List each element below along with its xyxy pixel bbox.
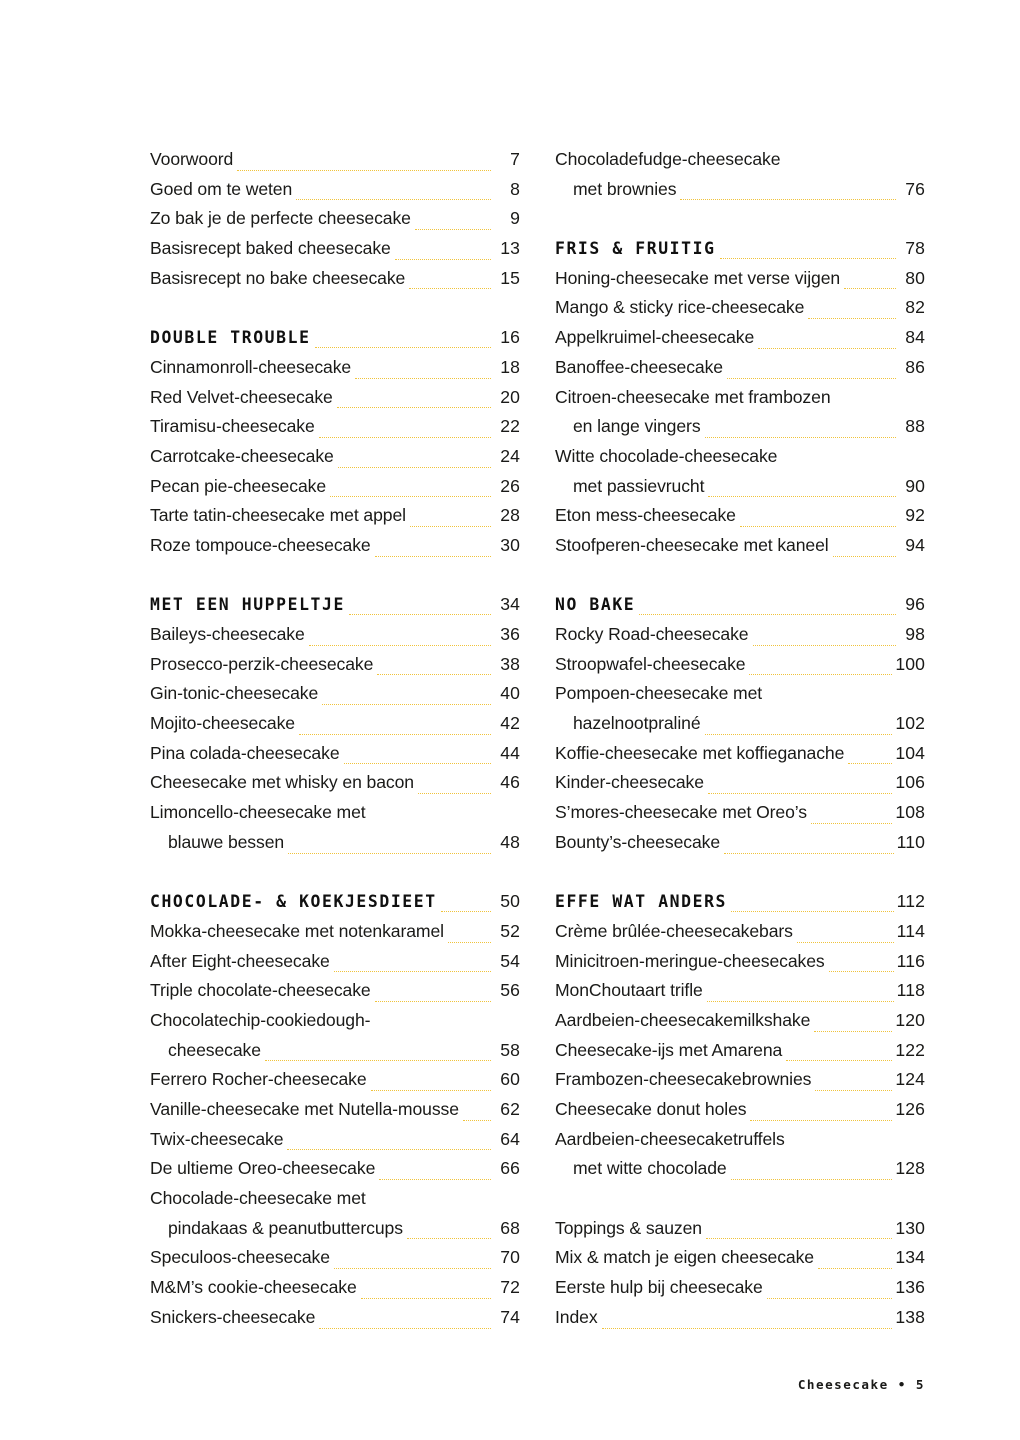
dotted-leader: [319, 422, 491, 438]
toc-page-number: 42: [500, 713, 520, 734]
dotted-leader: [296, 184, 491, 200]
dotted-leader: [361, 1283, 491, 1299]
toc-page-number: 46: [500, 772, 520, 793]
toc-entry-line1[interactable]: [150, 1006, 520, 1036]
dotted-leader: [749, 659, 892, 675]
toc-page-number: 114: [896, 920, 925, 941]
dotted-leader: [786, 1045, 892, 1061]
toc-page-number: 88: [905, 416, 925, 437]
toc-page-number: 78: [905, 238, 925, 259]
toc-entry[interactable]: [150, 1303, 520, 1333]
toc-entry-title: Red Velvet-cheesecake: [150, 386, 333, 407]
toc-entry-line2[interactable]: [150, 828, 520, 858]
toc-entry-line1[interactable]: [555, 442, 925, 472]
toc-entry[interactable]: [150, 234, 520, 264]
toc-entry-title: Frambozen-cheesecakebrownies: [555, 1069, 812, 1090]
toc-page-number: 84: [905, 327, 925, 348]
dotted-leader: [815, 1075, 892, 1091]
toc-entry[interactable]: [150, 679, 520, 709]
dotted-leader: [448, 927, 491, 943]
toc-entry-title: Zo bak je de perfecte cheesecake: [150, 208, 411, 229]
toc-entry-title: pindakaas & peanutbuttercups: [168, 1217, 403, 1238]
toc-page-number: 52: [500, 920, 520, 941]
toc-section-heading[interactable]: [555, 590, 925, 620]
toc-entry-title: Gin-tonic-cheesecake: [150, 683, 319, 704]
toc-entry[interactable]: [555, 1065, 925, 1095]
toc-entry-line2[interactable]: [555, 175, 925, 205]
toc-page-number: 60: [500, 1069, 520, 1090]
toc-page-number: 40: [500, 683, 520, 704]
toc-entry[interactable]: [150, 531, 520, 561]
toc-entry-title: Pompoen-cheesecake met: [555, 683, 763, 704]
toc-section-heading[interactable]: [150, 323, 520, 353]
toc-entry[interactable]: [555, 531, 925, 561]
dotted-leader: [337, 392, 491, 408]
dotted-leader: [753, 630, 897, 646]
toc-entry-title: Limoncello-cheesecake met: [150, 802, 366, 823]
toc-entry-title: M&M’s cookie-cheesecake: [150, 1277, 357, 1298]
toc-page-number: 30: [500, 534, 520, 555]
toc-entry[interactable]: [150, 1273, 520, 1303]
toc-entry-title: Prosecco-perzik-cheesecake: [150, 653, 374, 674]
dotted-leader: [407, 1223, 491, 1239]
dotted-leader: [724, 838, 894, 854]
toc-entry[interactable]: [150, 709, 520, 739]
toc-page-number: 44: [500, 742, 520, 763]
toc-entry[interactable]: [150, 768, 520, 798]
toc-entry-title: Appelkruimel-cheesecake: [555, 327, 755, 348]
dotted-leader: [319, 1313, 491, 1329]
toc-entry-title: Goed om te weten: [150, 178, 293, 199]
toc-entry-title: Basisrecept no bake cheesecake: [150, 267, 406, 288]
toc-page-number: 90: [905, 475, 925, 496]
toc-page-number: 58: [500, 1039, 520, 1060]
toc-entry[interactable]: [555, 501, 925, 531]
toc-entry[interactable]: [555, 620, 925, 650]
toc-entry-title: en lange vingers: [573, 416, 701, 437]
toc-entry-title: Cheesecake met whisky en bacon: [150, 772, 414, 793]
toc-page-number: 86: [905, 356, 925, 377]
dotted-leader: [349, 599, 491, 615]
toc-entry-line1[interactable]: [555, 383, 925, 413]
dotted-leader: [371, 1075, 491, 1091]
toc-entry[interactable]: [150, 620, 520, 650]
toc-entry[interactable]: [555, 353, 925, 383]
toc-entry-title: CHOCOLADE- & KOEKJESDIEET: [150, 892, 437, 912]
toc-page-number: 7: [510, 149, 520, 169]
dotted-leader: [797, 927, 894, 943]
toc-entry-line2[interactable]: [555, 472, 925, 502]
toc-entry-title: Ferrero Rocher-cheesecake: [150, 1069, 367, 1090]
dotted-leader: [808, 303, 896, 319]
toc-page-number: 118: [896, 980, 925, 1001]
toc-page-number: 138: [895, 1306, 925, 1327]
toc-page-number: 72: [500, 1277, 520, 1298]
dotted-leader: [355, 363, 491, 379]
toc-page-number: 24: [500, 445, 520, 466]
toc-page-number: 136: [895, 1277, 925, 1298]
toc-entry-title: Snickers-cheesecake: [150, 1306, 316, 1327]
toc-entry[interactable]: [555, 293, 925, 323]
dotted-leader: [758, 333, 896, 349]
toc-entry[interactable]: [150, 383, 520, 413]
toc-entry[interactable]: [555, 1006, 925, 1036]
toc-entry[interactable]: [555, 1243, 925, 1273]
toc-entry-title: Chocoladefudge-cheesecake: [555, 149, 781, 169]
toc-entry-line1[interactable]: [555, 679, 925, 709]
dotted-leader: [602, 1313, 893, 1329]
toc-entry[interactable]: [150, 145, 520, 175]
dotted-leader: [377, 659, 491, 675]
toc-page-number: 122: [895, 1039, 925, 1060]
toc-page-number: 36: [500, 624, 520, 644]
toc-entry-title: Banoffee-cheesecake: [555, 356, 723, 377]
toc-page-number: 116: [896, 950, 925, 971]
toc-entry-title: Eton mess-cheesecake: [555, 505, 736, 526]
toc-entry-title: Triple chocolate-cheesecake: [150, 980, 371, 1001]
toc-page-number: 128: [895, 1158, 925, 1179]
dotted-leader: [463, 1105, 491, 1121]
toc-entry-title: De ultieme Oreo-cheesecake: [150, 1158, 376, 1179]
toc-page-number: 56: [500, 980, 520, 1001]
toc-entry-title: Tiramisu-cheesecake: [150, 416, 315, 437]
toc-entry[interactable]: [555, 264, 925, 294]
toc-entry-title: Rocky Road-cheesecake: [555, 624, 749, 644]
toc-entry[interactable]: [555, 947, 925, 977]
toc-entry[interactable]: [555, 739, 925, 769]
dotted-leader: [740, 511, 896, 527]
toc-page-number: 100: [895, 653, 925, 674]
toc-page-number: 70: [500, 1247, 520, 1268]
toc-entry-title: Bounty’s-cheesecake: [555, 831, 721, 852]
toc-entry[interactable]: [150, 1243, 520, 1273]
toc-entry[interactable]: [555, 323, 925, 353]
dotted-leader: [731, 1164, 893, 1180]
toc-section-heading[interactable]: [555, 887, 925, 917]
toc-page-number: 9: [510, 208, 520, 229]
toc-entry-title: Mojito-cheesecake: [150, 713, 295, 734]
toc-entry-title: Stroopwafel-cheesecake: [555, 653, 746, 674]
dotted-leader: [708, 778, 892, 794]
dotted-leader: [848, 748, 892, 764]
toc-page-number: 8: [510, 178, 520, 199]
page-footer: Cheesecake • 5: [797, 1377, 925, 1392]
dotted-leader: [731, 896, 894, 912]
toc-entry-title: Speculoos-cheesecake: [150, 1247, 330, 1268]
toc-entry[interactable]: [150, 1154, 520, 1184]
dotted-leader: [705, 719, 893, 735]
dotted-leader: [727, 363, 896, 379]
toc-entry[interactable]: [150, 1065, 520, 1095]
toc-page-number: 102: [895, 713, 925, 734]
toc-entry-title: Baileys-cheesecake: [150, 624, 305, 644]
dotted-leader: [338, 452, 491, 468]
left-column: [150, 145, 520, 1333]
toc-entry-title: met witte chocolade: [573, 1158, 727, 1179]
toc-entry[interactable]: [150, 1095, 520, 1125]
dotted-leader: [750, 1105, 892, 1121]
toc-entry-line1[interactable]: [150, 798, 520, 828]
dotted-leader: [818, 1253, 892, 1269]
toc-entry-title: Honing-cheesecake met verse vijgen: [555, 267, 841, 288]
toc-entry-title: MET EEN HUPPELTJE: [150, 595, 345, 615]
dotted-leader: [288, 838, 491, 854]
dotted-leader: [720, 243, 896, 259]
toc-page-number: 106: [895, 772, 925, 793]
toc-entry[interactable]: [150, 947, 520, 977]
toc-page-number: 15: [500, 267, 520, 288]
dotted-leader: [708, 481, 896, 497]
toc-page-number: 96: [905, 594, 925, 615]
dotted-leader: [418, 778, 491, 794]
dotted-leader: [706, 1223, 892, 1239]
dotted-leader: [707, 986, 894, 1002]
toc-entry[interactable]: [555, 1095, 925, 1125]
dotted-leader: [334, 956, 491, 972]
toc-entry-title: NO BAKE: [555, 595, 636, 615]
toc-page-number: 98: [905, 624, 925, 644]
toc-entry-title: MonChoutaart trifle: [555, 980, 703, 1001]
toc-entry[interactable]: [150, 501, 520, 531]
toc-page-number: 20: [500, 386, 520, 407]
toc-entry-title: Aardbeien-cheesecaketruffels: [555, 1128, 785, 1149]
toc-entry-title: Eerste hulp bij cheesecake: [555, 1277, 763, 1298]
toc-section-heading[interactable]: [555, 234, 925, 264]
toc-entry-title: EFFE WAT ANDERS: [555, 892, 728, 912]
toc-entry-title: Crème brûlée-cheesecakebars: [555, 920, 793, 941]
toc-entry-title: Cheesecake donut holes: [555, 1099, 747, 1119]
toc-entry-line1[interactable]: [150, 1184, 520, 1214]
toc-entry[interactable]: [555, 1214, 925, 1244]
toc-entry-title: hazelnootpraliné: [573, 713, 701, 734]
toc-entry-line1[interactable]: [555, 1125, 925, 1155]
toc-page-number: 80: [905, 267, 925, 288]
toc-entry[interactable]: [150, 442, 520, 472]
toc-entry-title: S’mores-cheesecake met Oreo’s: [555, 802, 807, 823]
toc-page-number: 130: [895, 1217, 925, 1238]
dotted-leader: [334, 1253, 491, 1269]
toc-entry[interactable]: [150, 1125, 520, 1155]
toc-entry-title: Mango & sticky rice-cheesecake: [555, 297, 805, 318]
dotted-leader: [299, 719, 491, 735]
toc-entry-line2[interactable]: [555, 412, 925, 442]
toc-entry[interactable]: [555, 1036, 925, 1066]
dotted-leader: [814, 1016, 892, 1032]
toc-page-number: 104: [895, 742, 925, 763]
toc-entry-title: Minicitroen-meringue-cheesecakes: [555, 950, 825, 971]
toc-page-number: 92: [905, 505, 925, 526]
toc-entry-title: Pecan pie-cheesecake: [150, 475, 327, 496]
toc-page-number: 62: [500, 1099, 520, 1119]
toc-page-number: 66: [500, 1158, 520, 1179]
toc-entry[interactable]: [150, 472, 520, 502]
dotted-leader: [833, 541, 896, 557]
toc-page-number: 76: [905, 178, 925, 199]
toc-entry[interactable]: [150, 204, 520, 234]
dotted-leader: [844, 273, 896, 289]
toc-entry[interactable]: [555, 768, 925, 798]
toc-entry[interactable]: [555, 917, 925, 947]
dotted-leader: [344, 748, 491, 764]
toc-page-number: 120: [895, 1009, 925, 1030]
dotted-leader: [441, 896, 491, 912]
toc-page-number: 124: [895, 1069, 925, 1090]
toc-page-number: 16: [500, 327, 520, 348]
toc-entry[interactable]: [150, 264, 520, 294]
toc-entry-title: Citroen-cheesecake met frambozen: [555, 386, 831, 407]
toc-page-number: 68: [500, 1217, 520, 1238]
toc-entry[interactable]: [555, 828, 925, 858]
toc-entry[interactable]: [555, 650, 925, 680]
dotted-leader: [705, 422, 896, 438]
toc-page-number: 54: [500, 950, 520, 971]
dotted-leader: [415, 214, 491, 230]
dotted-leader: [639, 599, 896, 615]
dotted-leader: [375, 986, 491, 1002]
toc-entry-title: Toppings & sauzen: [555, 1217, 702, 1238]
toc-page-number: 64: [500, 1128, 520, 1149]
toc-page-number: 74: [500, 1306, 520, 1327]
toc-entry[interactable]: [555, 1273, 925, 1303]
toc-entry-title: Chocolatechip-cookiedough-: [150, 1009, 371, 1030]
dotted-leader: [767, 1283, 893, 1299]
toc-entry-title: Stoofperen-cheesecake met kaneel: [555, 534, 829, 555]
toc-entry-title: Mix & match je eigen cheesecake: [555, 1247, 814, 1268]
toc-entry-title: Kinder-cheesecake: [555, 772, 704, 793]
toc-entry-title: FRIS & FRUITIG: [555, 239, 716, 259]
toc-entry[interactable]: [150, 175, 520, 205]
toc-entry[interactable]: [150, 353, 520, 383]
right-column: [555, 145, 925, 1333]
dotted-leader: [237, 155, 491, 171]
toc-entry-title: Basisrecept baked cheesecake: [150, 238, 391, 259]
toc-entry-title: Carrotcake-cheesecake: [150, 445, 334, 466]
dotted-leader: [330, 481, 491, 497]
toc-entry-title: After Eight-cheesecake: [150, 950, 330, 971]
dotted-leader: [379, 1164, 491, 1180]
toc-page-number: 13: [500, 238, 520, 259]
toc-entry-title: Cheesecake-ijs met Amarena: [555, 1039, 783, 1060]
toc-page-number: 108: [895, 802, 925, 823]
toc-entry-title: Voorwoord: [150, 149, 234, 169]
dotted-leader: [680, 184, 896, 200]
dotted-leader: [315, 332, 491, 348]
toc-entry-title: Mokka-cheesecake met notenkaramel: [150, 920, 444, 941]
toc-entry-title: Chocolade-cheesecake met: [150, 1188, 366, 1209]
toc-entry-line2[interactable]: [150, 1036, 520, 1066]
toc-entry-title: met passievrucht: [573, 475, 705, 496]
toc-entry-line2[interactable]: [150, 1214, 520, 1244]
dotted-leader: [410, 511, 491, 527]
toc-page-number: 38: [500, 653, 520, 674]
toc-page-number: 110: [896, 831, 925, 852]
toc-entry-title: Tarte tatin-cheesecake met appel: [150, 505, 406, 526]
toc-entry-title: met brownies: [573, 178, 677, 199]
toc-entry-title: Index: [555, 1306, 598, 1327]
toc-page-number: 134: [895, 1247, 925, 1268]
dotted-leader: [829, 956, 894, 972]
toc-page-number: 34: [500, 594, 520, 615]
toc-entry-title: cheesecake: [168, 1039, 261, 1060]
toc-entry-title: blauwe bessen: [168, 831, 285, 852]
dotted-leader: [395, 244, 491, 260]
toc-entry-title: Pina colada-cheesecake: [150, 742, 340, 763]
toc-entry-title: DOUBLE TROUBLE: [150, 328, 311, 348]
toc-section-heading[interactable]: [150, 887, 520, 917]
dotted-leader: [309, 630, 491, 646]
dotted-leader: [409, 273, 491, 289]
toc-entry[interactable]: [150, 739, 520, 769]
toc-page-number: 18: [500, 356, 520, 377]
toc-page-number: 22: [500, 416, 520, 437]
toc-entry-title: Cinnamonroll-cheesecake: [150, 356, 352, 377]
toc-entry-title: Aardbeien-cheesecakemilkshake: [555, 1009, 811, 1030]
toc-entry-title: Witte chocolade-cheesecake: [555, 445, 778, 466]
toc-entry[interactable]: [555, 976, 925, 1006]
toc-entry[interactable]: [555, 1303, 925, 1333]
toc-entry-line1[interactable]: [555, 145, 925, 175]
toc-entry[interactable]: [555, 798, 925, 828]
toc-entry[interactable]: [150, 412, 520, 442]
dotted-leader: [322, 689, 491, 705]
toc-entry-line2[interactable]: [555, 1154, 925, 1184]
toc-page-number: 112: [896, 891, 925, 912]
dotted-leader: [287, 1134, 491, 1150]
toc-page-number: 28: [500, 505, 520, 526]
toc-entry-title: Roze tompouce-cheesecake: [150, 534, 371, 555]
toc-page-number: 26: [500, 475, 520, 496]
toc-page-number: 48: [500, 831, 520, 852]
toc-section-heading[interactable]: [150, 590, 520, 620]
dotted-leader: [811, 808, 892, 824]
table-of-contents: [150, 145, 925, 1333]
toc-entry[interactable]: [150, 917, 520, 947]
toc-entry-title: Vanille-cheesecake met Nutella-mousse: [150, 1099, 459, 1119]
toc-entry-title: Koffie-cheesecake met koffieganache: [555, 742, 845, 763]
toc-page-number: 50: [500, 891, 520, 912]
toc-page-number: 126: [895, 1099, 925, 1119]
toc-entry[interactable]: [150, 650, 520, 680]
dotted-leader: [265, 1045, 491, 1061]
toc-entry[interactable]: [150, 976, 520, 1006]
dotted-leader: [375, 541, 491, 557]
toc-entry-line2[interactable]: [555, 709, 925, 739]
toc-page-number: 94: [905, 534, 925, 555]
toc-entry-title: Twix-cheesecake: [150, 1128, 284, 1149]
toc-page-number: 82: [905, 297, 925, 318]
